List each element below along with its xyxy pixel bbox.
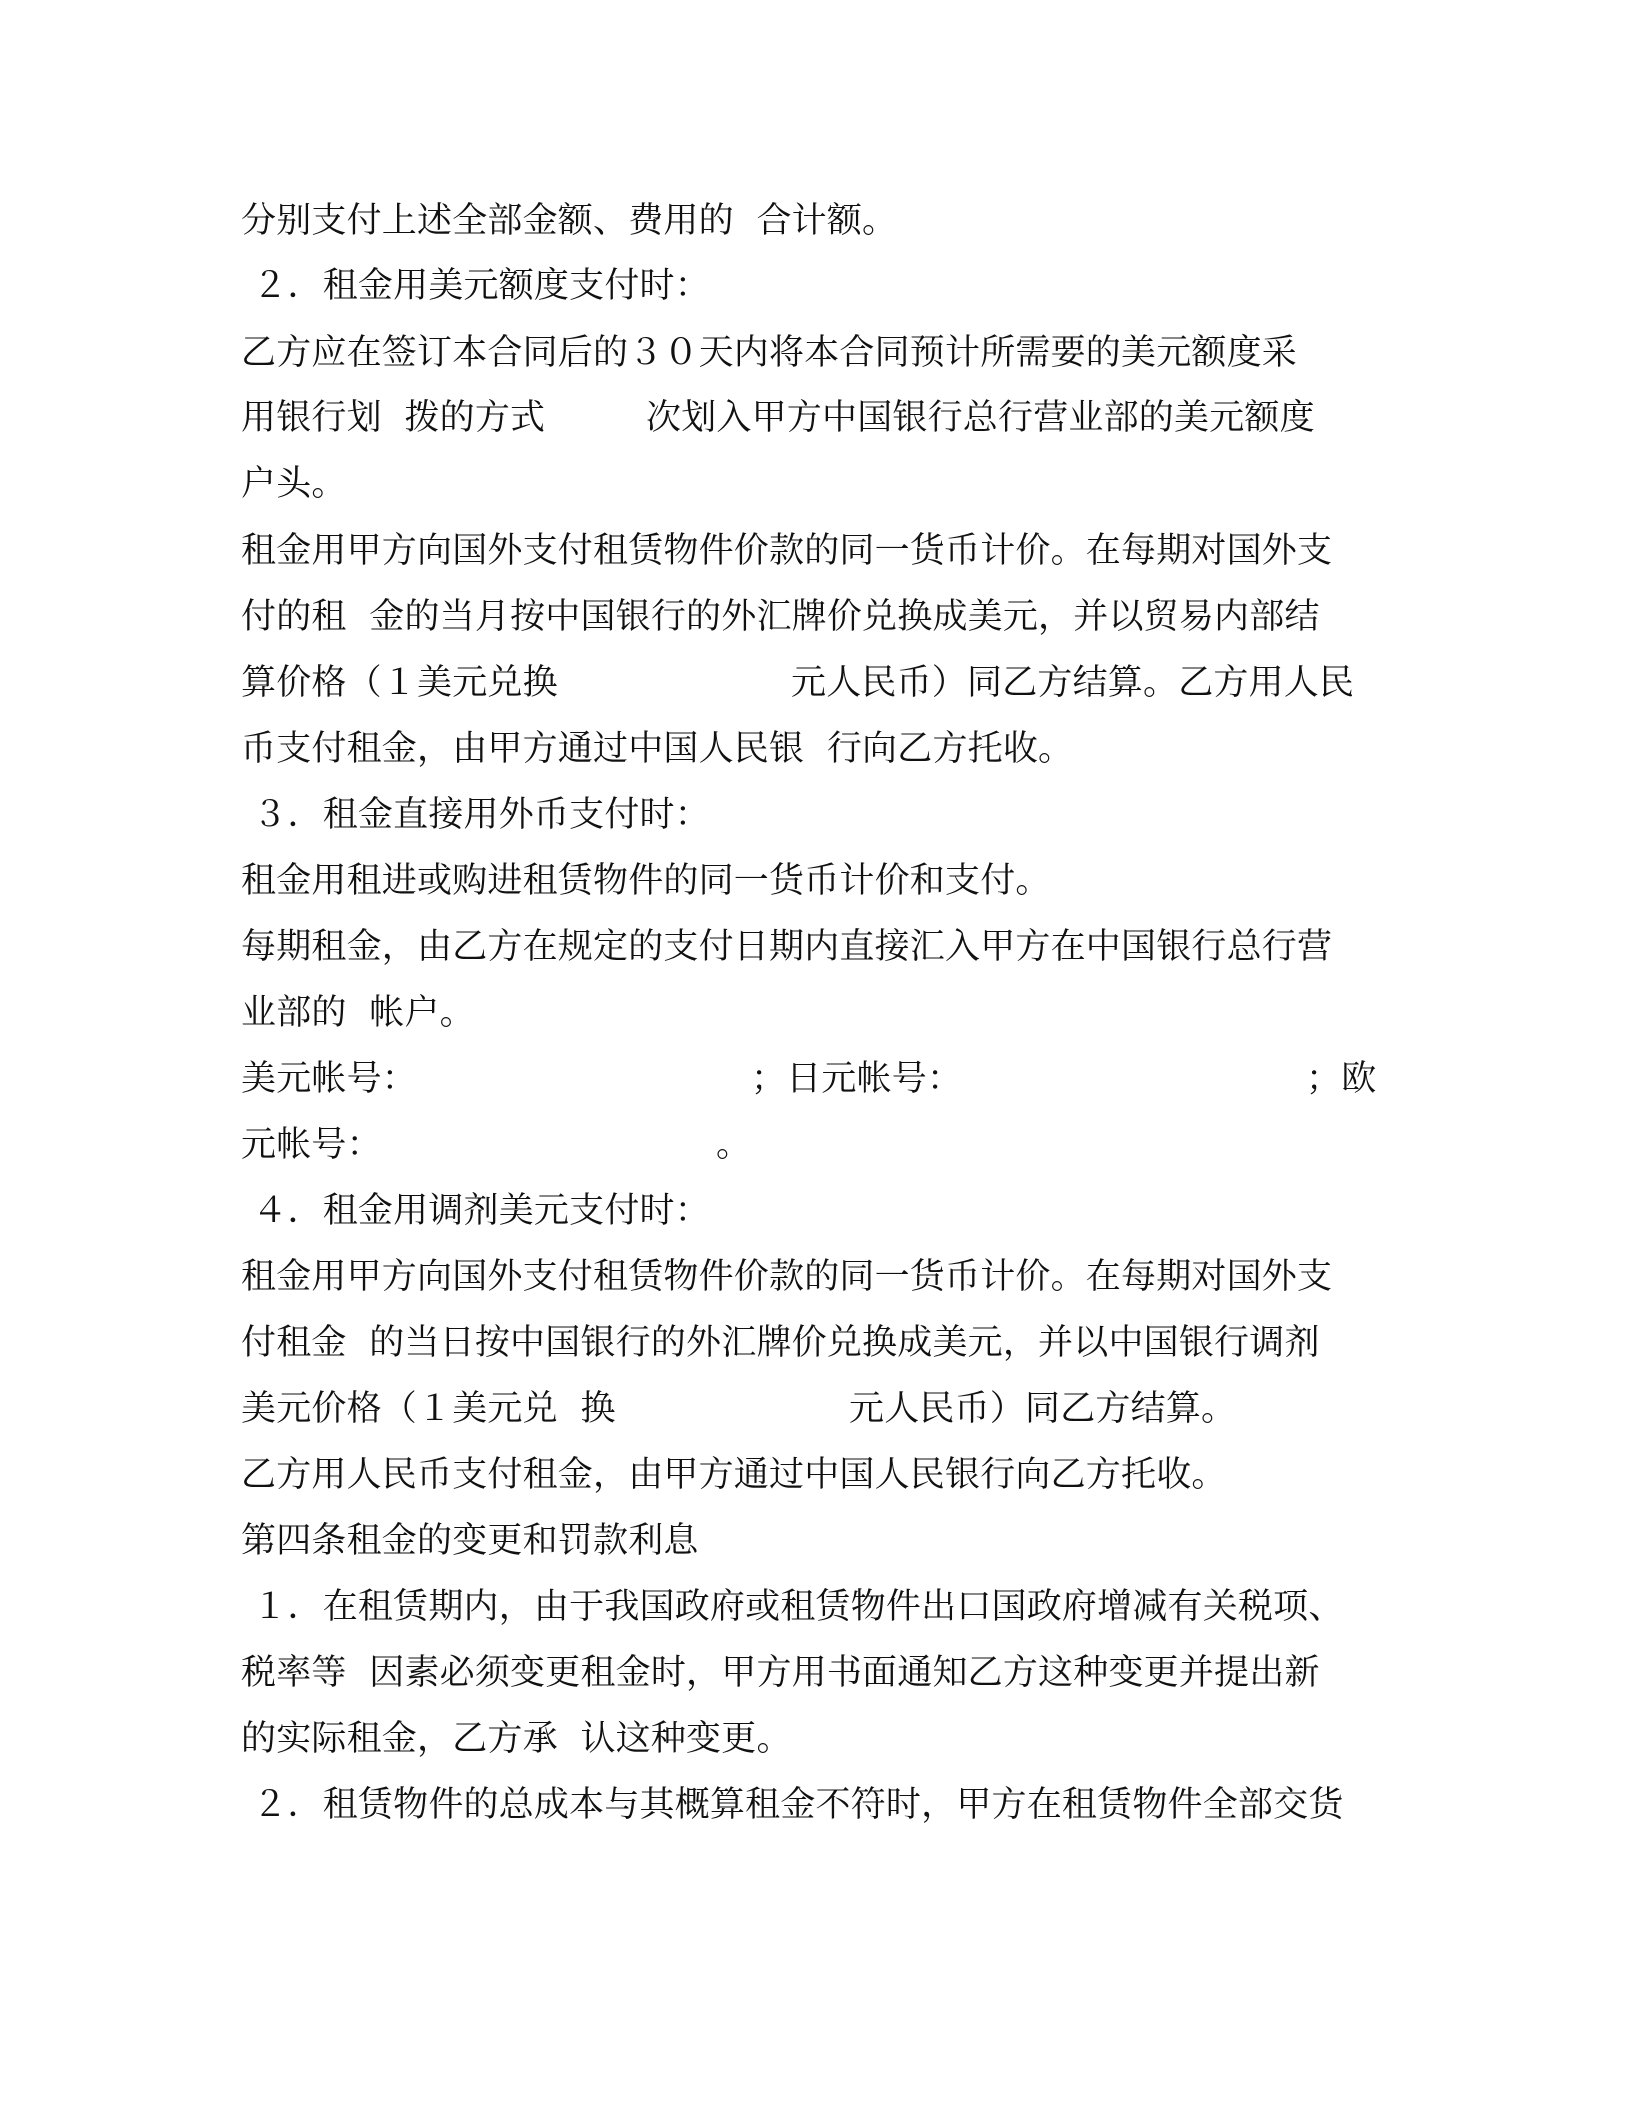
text-line: 每期租金，由乙方在规定的支付日期内直接汇入甲方在中国银行总行营 [241,927,1333,967]
text-line: 租金用甲方向国外支付租赁物件价款的同一货币计价。在每期对国外支 [241,1257,1333,1297]
text-line: 乙方应在签订本合同后的３０天内将本合同预计所需要的美元额度采 [241,333,1298,373]
jpy-account-label: ；日元帐号： [751,1059,963,1099]
clause-heading: ２．租金用美元额度支付时： [241,266,710,306]
usd-account-label: 美元帐号： [241,1059,418,1099]
account-number-line [241,1123,1381,1167]
text-segment: 算价格（１美元兑换 [241,663,558,703]
text-line: 租金用甲方向国外支付租赁物件价款的同一货币计价。在每期对国外支 [241,531,1333,571]
text-line: 的实际租金，乙方承 认这种变更。 [241,1719,792,1759]
text-segment: 次划入甲方中国银行总行营业部的美元额度 [646,398,1315,438]
text-line: 付租金 的当日按中国银行的外汇牌价兑换成美元，并以中国银行调剂 [241,1323,1320,1363]
text-line: 乙方用人民币支付租金，由甲方通过中国人民银行向乙方托收。 [241,1455,1227,1495]
clause-heading: １．在租赁期内，由于我国政府或租赁物件出口国政府增减有关税项、 [241,1587,1344,1627]
text-segment: 元人民币）同乙方结算。乙方用人民 [791,663,1355,703]
text-line: 户头。 [241,464,347,504]
text-line: 税率等 因素必须变更租金时，甲方用书面通知乙方这种变更并提出新 [241,1653,1320,1693]
clause-heading: ３．租金直接用外币支付时： [241,795,710,835]
text-line: 租金用租进或购进租赁物件的同一货币计价和支付。 [241,861,1051,901]
text-segment: 美元价格（１美元兑 换 [241,1389,616,1429]
text-line: 付的租 金的当月按中国银行的外汇牌价兑换成美元，并以贸易内部结 [241,597,1320,637]
eur-account-label-start: ；欧 [1306,1059,1377,1099]
text-segment: 用银行划 拨的方式 [241,398,546,438]
clause-heading: ４．租金用调剂美元支付时： [241,1191,710,1231]
clause-heading: ２．租赁物件的总成本与其概算租金不符时，甲方在租赁物件全部交货 [241,1785,1344,1825]
eur-account-label-end: 元帐号： [241,1125,382,1165]
text-segment: 。 [716,1125,752,1165]
article-heading: 第四条租金的变更和罚款利息 [241,1521,699,1561]
account-number-line [241,1057,1381,1101]
text-line: 币支付租金，由甲方通过中国人民银 行向乙方托收。 [241,729,1074,769]
text-line-with-blank [241,661,1381,705]
text-line-with-blank [241,1387,1381,1431]
text-line-with-blank [241,396,1381,440]
text-line: 业部的 帐户。 [241,993,475,1033]
text-segment: 元人民币）同乙方结算。 [849,1389,1237,1429]
text-line: 分别支付上述全部金额、费用的 合计额。 [241,201,898,241]
